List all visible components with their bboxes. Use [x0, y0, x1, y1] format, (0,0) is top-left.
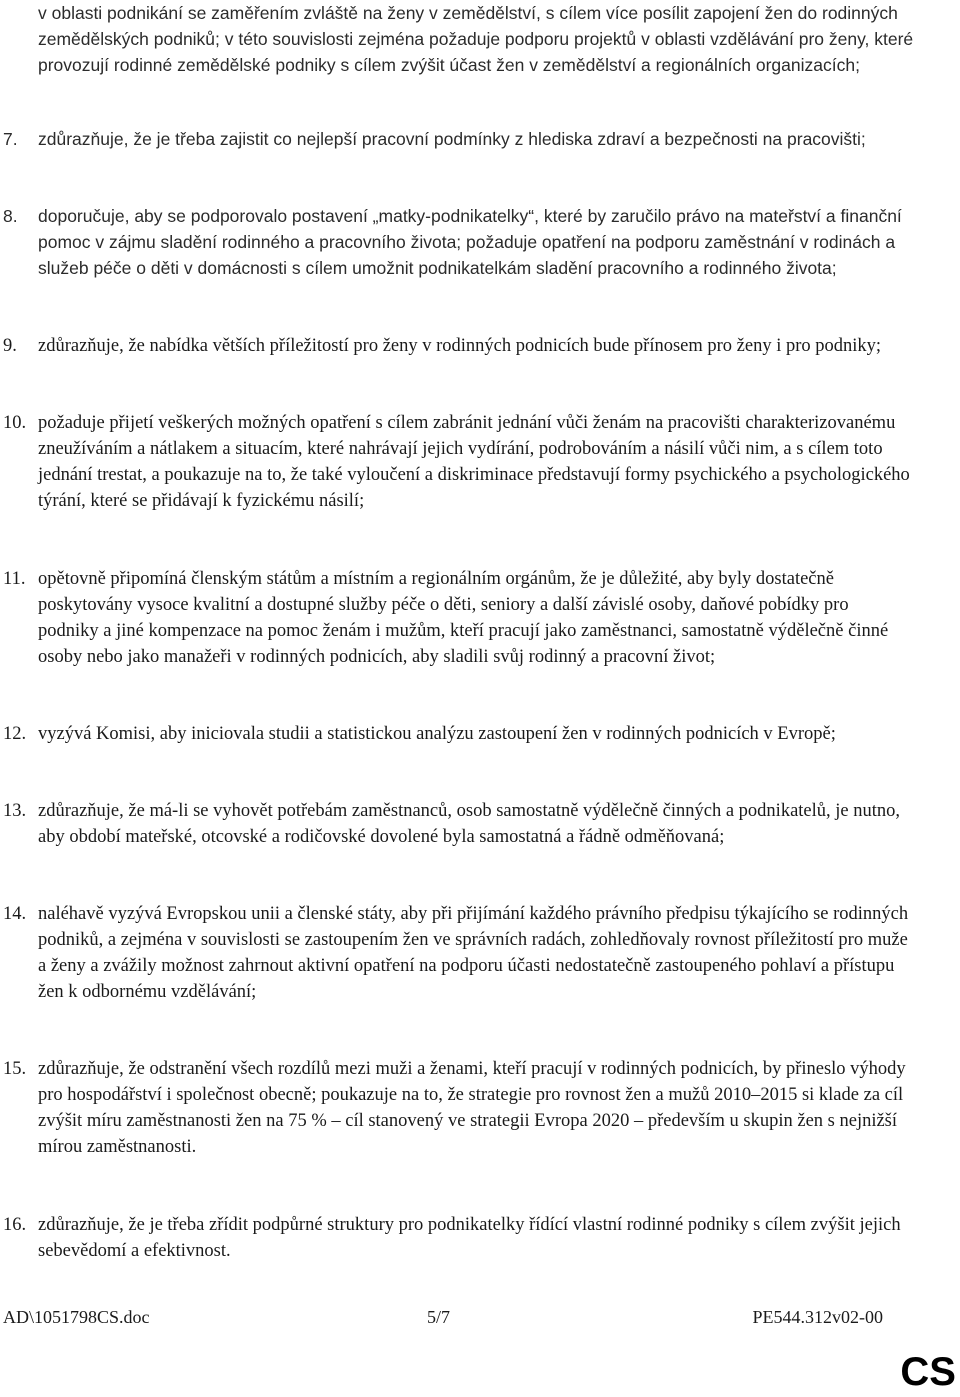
item-text: zdůrazňuje, že nabídka větších příležitostí pro ženy v rodinných podnicích bude přínosem pro ženy i pro podniky; [38, 336, 882, 356]
item-number: 12. [3, 724, 27, 744]
item-number: 15. [3, 1059, 27, 1079]
footer-page-number: 5/7 [427, 1307, 451, 1327]
item-number: 16. [3, 1215, 27, 1235]
item-text: zdůrazňuje, že je třeba zřídit podpůrné struktury pro podnikatelky řídící vlastní rodinné podniky s cílem zvýšit jejich sebevědomí a efektivnost. [38, 1215, 901, 1261]
item-text: vyzývá Komisi, aby iniciovala studii a statistickou analýzu zastoupení žen v rodinných podnicích v Evropě; [38, 724, 836, 744]
item-number: 10. [3, 413, 27, 433]
language-code: CS [900, 1350, 956, 1394]
item-text: zdůrazňuje, že je třeba zajistit co nejlepší pracovní podmínky z hlediska zdraví a bezpečnosti na pracovišti; [38, 129, 866, 149]
intro-paragraph: v oblasti podnikání se zaměřením zvláště na ženy v zemědělství, s cílem více posílit zapojení žen do rodinných zemědělských podniků; v této souvislosti zejména požaduje podporu projektů v oblasti vzdělávání pro ženy, které provozují rodinné zemědělské podniky s cílem zvýšit účast žen v zemědělství a regionálních organizacích; [38, 3, 914, 75]
item-number: 13. [3, 801, 27, 821]
item-text: zdůrazňuje, že má-li se vyhovět potřebám zaměstnanců, osob samostatně výdělečně činných a podnikatelů, je nutno, aby období mateřské, otcovské a rodičovské dovolené byla samostatná a řádně odměňovaná; [38, 801, 901, 847]
item-text: doporučuje, aby se podporovalo postavení „matky-podnikatelky“, které by zaručilo právo na mateřství a finanční pomoc v zájmu sladění rodinného a pracovního života; požaduje opatření na podporu zaměstnání v rodinách a služeb péče o děti v domácnosti s cílem umožnit podnikatelkám sladění pracovního a rodinného života; [38, 206, 902, 278]
item-number: 7. [3, 129, 18, 149]
item-number: 14. [3, 904, 27, 924]
item-text: opětovně připomíná členským státům a místním a regionálním orgánům, že je důležité, aby byly dostatečně poskytovány vysoce kvalitní a dostupné služby péče o děti, seniory a další závislé osoby, daňové pobídky pro podniky a jiné kompenzace na pomoc ženám i mužům, kteří pracují jako zaměstnanci, samostatně výdělečně činné osoby nebo jako manažeři v rodinných podnicích, aby sladili svůj rodinný a pracovní život; [38, 569, 889, 667]
item-number: 9. [3, 336, 17, 356]
item-number: 11. [3, 569, 26, 589]
item-text: zdůrazňuje, že odstranění všech rozdílů mezi muži a ženami, kteří pracují v rodinných podnicích, by přineslo výhody pro hospodářství i společnost obecně; poukazuje na to, že strategie pro rovnost žen a mužů 2010–2015 si klade za cíl zvýšit míru zaměstnanosti žen na 75 % – cíl stanovený ve strategii Evropa 2020 – především u skupin žen s nejnižší mírou zaměstnanosti. [38, 1059, 906, 1157]
item-text: naléhavě vyzývá Evropskou unii a členské státy, aby při přijímání každého právního předpisu týkajícího se rodinných podniků, a zejména v souvislosti se zastoupením žen ve správních radách, zohledňovaly rovnost příležitostí pro muže a ženy a zvážily možnost zahrnout aktivní opatření na podporu účasti nedostatečně zastoupeného pohlaví a přístupu žen k odbornému vzdělávání; [38, 904, 909, 1002]
item-text: požaduje přijetí veškerých možných opatření s cílem zabránit jednání vůči ženám na pracovišti charakterizovanému zneužíváním a nátlakem a situacím, které nahrávají jejich vydírání, podrobováním a násilí vůči nim, a s cílem toto jednání trestat, a poukazuje na to, že také vyloučení a diskriminace představují formy psychického a psychologického týrání, které se přidávají k fyzickému násilí; [38, 413, 910, 511]
page-footer [3, 1303, 883, 1331]
footer-document-reference: AD\1051798CS.doc [3, 1307, 150, 1327]
item-number: 8. [3, 206, 18, 226]
footer-pe-number: PE544.312v02-00 [752, 1307, 883, 1327]
